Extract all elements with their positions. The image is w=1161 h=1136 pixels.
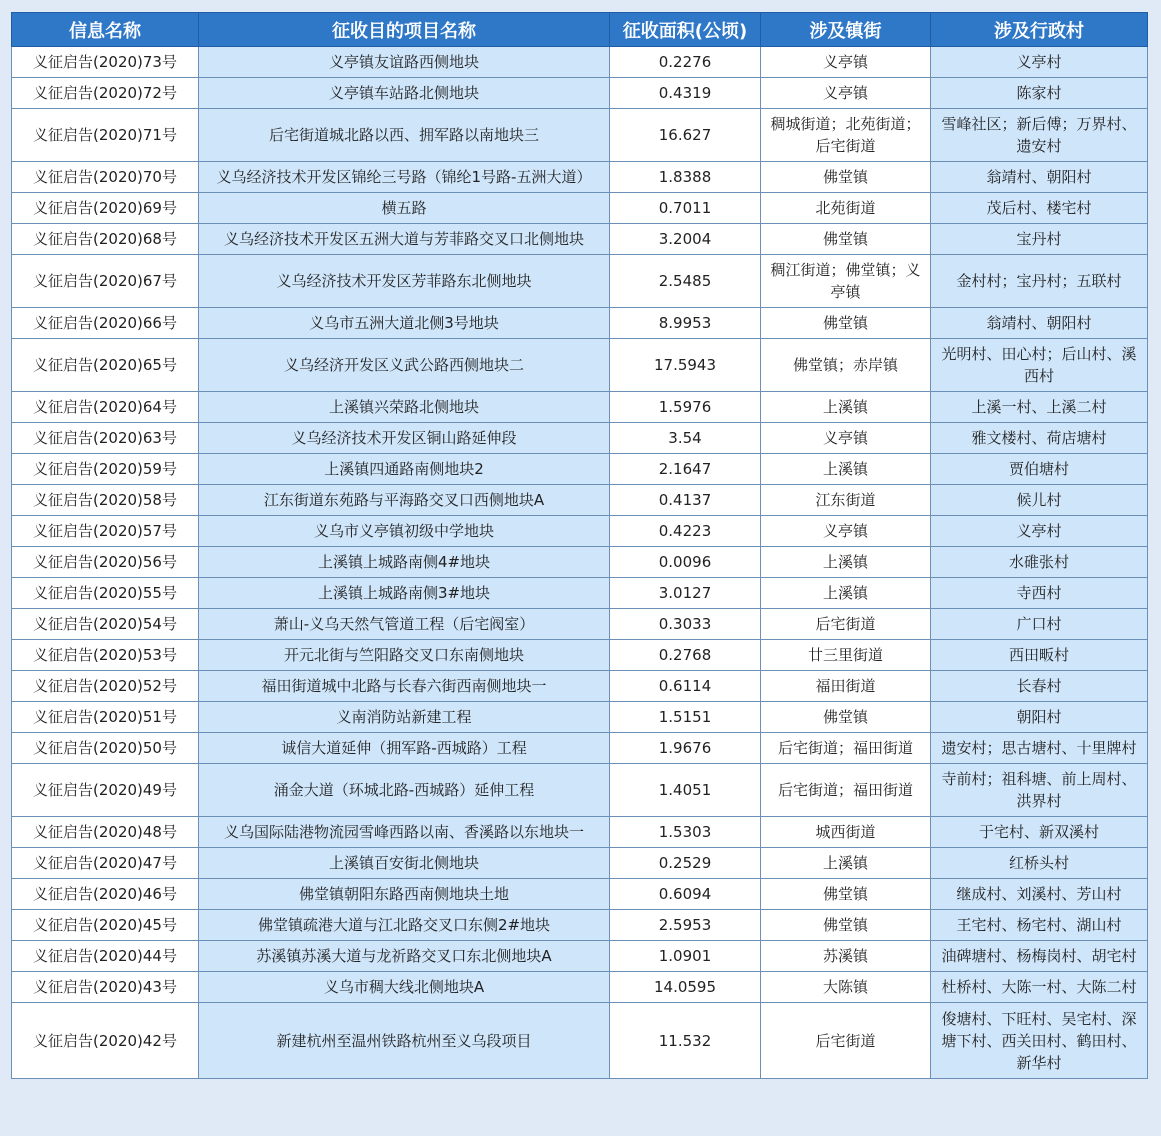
village-cell: 广口村 [931,609,1148,640]
town-cell: 后宅街道 [761,1003,931,1079]
info-name-cell: 义征启告(2020)45号 [12,910,199,941]
area-cell: 0.0096 [610,547,761,578]
info-name-cell: 义征启告(2020)65号 [12,339,199,392]
area-cell: 17.5943 [610,339,761,392]
town-cell: 义亭镇 [761,516,931,547]
info-name-cell: 义征启告(2020)43号 [12,972,199,1003]
table-row [12,224,1148,255]
info-name-cell: 义征启告(2020)42号 [12,1003,199,1079]
village-cell: 陈家村 [931,78,1148,109]
project-name-cell: 义亭镇友谊路西侧地块 [199,47,610,78]
town-cell: 佛堂镇 [761,879,931,910]
table-row [12,485,1148,516]
table-row [12,817,1148,848]
project-name-cell: 义乌经济技术开发区铜山路延伸段 [199,423,610,454]
town-cell: 福田街道 [761,671,931,702]
village-cell: 寺西村 [931,578,1148,609]
project-name-cell: 新建杭州至温州铁路杭州至义乌段项目 [199,1003,610,1079]
town-cell: 上溪镇 [761,392,931,423]
area-cell: 3.54 [610,423,761,454]
area-cell: 0.6114 [610,671,761,702]
project-name-cell: 义乌国际陆港物流园雪峰西路以南、香溪路以东地块一 [199,817,610,848]
area-cell: 0.3033 [610,609,761,640]
table-row [12,609,1148,640]
info-name-cell: 义征启告(2020)51号 [12,702,199,733]
table-row [12,910,1148,941]
info-name-cell: 义征启告(2020)72号 [12,78,199,109]
info-name-cell: 义征启告(2020)57号 [12,516,199,547]
area-cell: 0.4137 [610,485,761,516]
info-name-cell: 义征启告(2020)49号 [12,764,199,817]
area-cell: 0.4223 [610,516,761,547]
info-name-cell: 义征启告(2020)53号 [12,640,199,671]
town-cell: 佛堂镇 [761,910,931,941]
village-cell: 雪峰社区；新后傅；万界村、遗安村 [931,109,1148,162]
area-cell: 1.9676 [610,733,761,764]
info-name-cell: 义征启告(2020)73号 [12,47,199,78]
village-cell: 光明村、田心村；后山村、溪西村 [931,339,1148,392]
village-cell: 朝阳村 [931,702,1148,733]
table-row [12,1003,1148,1079]
project-name-cell: 上溪镇四通路南侧地块2 [199,454,610,485]
table-row [12,848,1148,879]
info-name-cell: 义征启告(2020)56号 [12,547,199,578]
info-name-cell: 义征启告(2020)63号 [12,423,199,454]
table-row [12,454,1148,485]
project-name-cell: 萧山-义乌天然气管道工程（后宅阀室） [199,609,610,640]
area-cell: 2.5953 [610,910,761,941]
village-cell: 于宅村、新双溪村 [931,817,1148,848]
table-row [12,423,1148,454]
header-village: 涉及行政村 [931,13,1148,47]
table-row [12,578,1148,609]
project-name-cell: 义乌市五洲大道北侧3号地块 [199,308,610,339]
info-name-cell: 义征启告(2020)66号 [12,308,199,339]
village-cell: 西田畈村 [931,640,1148,671]
info-name-cell: 义征启告(2020)48号 [12,817,199,848]
table-row [12,255,1148,308]
header-area: 征收面积(公顷) [610,13,761,47]
area-cell: 0.2529 [610,848,761,879]
area-cell: 0.7011 [610,193,761,224]
town-cell: 上溪镇 [761,454,931,485]
town-cell: 北苑街道 [761,193,931,224]
info-name-cell: 义征启告(2020)55号 [12,578,199,609]
table-row [12,941,1148,972]
town-cell: 稠城街道；北苑街道；后宅街道 [761,109,931,162]
project-name-cell: 义乌市义亭镇初级中学地块 [199,516,610,547]
project-name-cell: 义亭镇车站路北侧地块 [199,78,610,109]
info-name-cell: 义征启告(2020)46号 [12,879,199,910]
village-cell: 王宅村、杨宅村、湖山村 [931,910,1148,941]
project-name-cell: 义乌经济技术开发区芳菲路东北侧地块 [199,255,610,308]
village-cell: 水碓张村 [931,547,1148,578]
project-name-cell: 上溪镇上城路南侧3#地块 [199,578,610,609]
project-name-cell: 开元北街与竺阳路交叉口东南侧地块 [199,640,610,671]
village-cell: 候儿村 [931,485,1148,516]
table-row [12,78,1148,109]
village-cell: 俊塘村、下旺村、吴宅村、深塘下村、西关田村、鹤田村、新华村 [931,1003,1148,1079]
village-cell: 继成村、刘溪村、芳山村 [931,879,1148,910]
project-name-cell: 义南消防站新建工程 [199,702,610,733]
village-cell: 上溪一村、上溪二村 [931,392,1148,423]
project-name-cell: 后宅街道城北路以西、拥军路以南地块三 [199,109,610,162]
town-cell: 上溪镇 [761,578,931,609]
table-row [12,109,1148,162]
area-cell: 11.532 [610,1003,761,1079]
project-name-cell: 佛堂镇朝阳东路西南侧地块土地 [199,879,610,910]
town-cell: 大陈镇 [761,972,931,1003]
village-cell: 义亭村 [931,516,1148,547]
town-cell: 义亭镇 [761,78,931,109]
village-cell: 金村村；宝丹村；五联村 [931,255,1148,308]
project-name-cell: 义乌市稠大线北侧地块A [199,972,610,1003]
area-cell: 8.9953 [610,308,761,339]
header-project-name: 征收目的项目名称 [199,13,610,47]
town-cell: 佛堂镇；赤岸镇 [761,339,931,392]
area-cell: 14.0595 [610,972,761,1003]
table-row [12,339,1148,392]
table-row [12,392,1148,423]
area-cell: 3.0127 [610,578,761,609]
village-cell: 雅文楼村、荷店塘村 [931,423,1148,454]
header-info-name: 信息名称 [12,13,199,47]
table-container [11,12,1147,1079]
town-cell: 稠江街道；佛堂镇；义亭镇 [761,255,931,308]
table-row [12,671,1148,702]
table-row [12,972,1148,1003]
town-cell: 后宅街道；福田街道 [761,733,931,764]
table-row [12,308,1148,339]
area-cell: 1.8388 [610,162,761,193]
village-cell: 长春村 [931,671,1148,702]
area-cell: 0.2276 [610,47,761,78]
land-acquisition-table [11,12,1148,1079]
town-cell: 后宅街道；福田街道 [761,764,931,817]
area-cell: 0.4319 [610,78,761,109]
town-cell: 江东街道 [761,485,931,516]
table-row [12,879,1148,910]
area-cell: 1.0901 [610,941,761,972]
project-name-cell: 福田街道城中北路与长春六街西南侧地块一 [199,671,610,702]
project-name-cell: 上溪镇百安街北侧地块 [199,848,610,879]
table-body [12,47,1148,1079]
town-cell: 佛堂镇 [761,224,931,255]
info-name-cell: 义征启告(2020)59号 [12,454,199,485]
area-cell: 0.6094 [610,879,761,910]
town-cell: 上溪镇 [761,848,931,879]
village-cell: 茂后村、楼宅村 [931,193,1148,224]
table-row [12,702,1148,733]
town-cell: 佛堂镇 [761,162,931,193]
town-cell: 佛堂镇 [761,308,931,339]
project-name-cell: 义乌经济技术开发区五洲大道与芳菲路交叉口北侧地块 [199,224,610,255]
info-name-cell: 义征启告(2020)50号 [12,733,199,764]
village-cell: 翁靖村、朝阳村 [931,308,1148,339]
area-cell: 0.2768 [610,640,761,671]
info-name-cell: 义征启告(2020)71号 [12,109,199,162]
area-cell: 2.1647 [610,454,761,485]
town-cell: 苏溪镇 [761,941,931,972]
town-cell: 佛堂镇 [761,702,931,733]
area-cell: 2.5485 [610,255,761,308]
table-row [12,516,1148,547]
area-cell: 1.4051 [610,764,761,817]
town-cell: 义亭镇 [761,423,931,454]
town-cell: 义亭镇 [761,47,931,78]
area-cell: 16.627 [610,109,761,162]
info-name-cell: 义征启告(2020)68号 [12,224,199,255]
project-name-cell: 江东街道东苑路与平海路交叉口西侧地块A [199,485,610,516]
village-cell: 宝丹村 [931,224,1148,255]
village-cell: 油碑塘村、杨梅岗村、胡宅村 [931,941,1148,972]
info-name-cell: 义征启告(2020)52号 [12,671,199,702]
area-cell: 1.5303 [610,817,761,848]
village-cell: 贾伯塘村 [931,454,1148,485]
table-row [12,640,1148,671]
project-name-cell: 苏溪镇苏溪大道与龙祈路交叉口东北侧地块A [199,941,610,972]
info-name-cell: 义征启告(2020)54号 [12,609,199,640]
village-cell: 遗安村；思古塘村、十里牌村 [931,733,1148,764]
project-name-cell: 义乌经济技术开发区锦纶三号路（锦纶1号路-五洲大道） [199,162,610,193]
project-name-cell: 涌金大道（环城北路-西城路）延伸工程 [199,764,610,817]
table-row [12,764,1148,817]
table-row [12,193,1148,224]
village-cell: 杜桥村、大陈一村、大陈二村 [931,972,1148,1003]
town-cell: 城西街道 [761,817,931,848]
town-cell: 廿三里街道 [761,640,931,671]
project-name-cell: 佛堂镇疏港大道与江北路交叉口东侧2#地块 [199,910,610,941]
table-row [12,733,1148,764]
area-cell: 1.5151 [610,702,761,733]
village-cell: 红桥头村 [931,848,1148,879]
project-name-cell: 上溪镇上城路南侧4#地块 [199,547,610,578]
info-name-cell: 义征启告(2020)47号 [12,848,199,879]
project-name-cell: 上溪镇兴荣路北侧地块 [199,392,610,423]
info-name-cell: 义征启告(2020)58号 [12,485,199,516]
table-row [12,162,1148,193]
town-cell: 后宅街道 [761,609,931,640]
info-name-cell: 义征启告(2020)44号 [12,941,199,972]
table-row [12,47,1148,78]
info-name-cell: 义征启告(2020)69号 [12,193,199,224]
project-name-cell: 横五路 [199,193,610,224]
area-cell: 1.5976 [610,392,761,423]
info-name-cell: 义征启告(2020)64号 [12,392,199,423]
table-row [12,547,1148,578]
area-cell: 3.2004 [610,224,761,255]
info-name-cell: 义征启告(2020)70号 [12,162,199,193]
info-name-cell: 义征启告(2020)67号 [12,255,199,308]
village-cell: 义亭村 [931,47,1148,78]
project-name-cell: 诚信大道延伸（拥军路-西城路）工程 [199,733,610,764]
village-cell: 翁靖村、朝阳村 [931,162,1148,193]
header-row [12,13,1148,47]
town-cell: 上溪镇 [761,547,931,578]
village-cell: 寺前村；祖科塘、前上周村、洪界村 [931,764,1148,817]
project-name-cell: 义乌经济开发区义武公路西侧地块二 [199,339,610,392]
header-town: 涉及镇街 [761,13,931,47]
